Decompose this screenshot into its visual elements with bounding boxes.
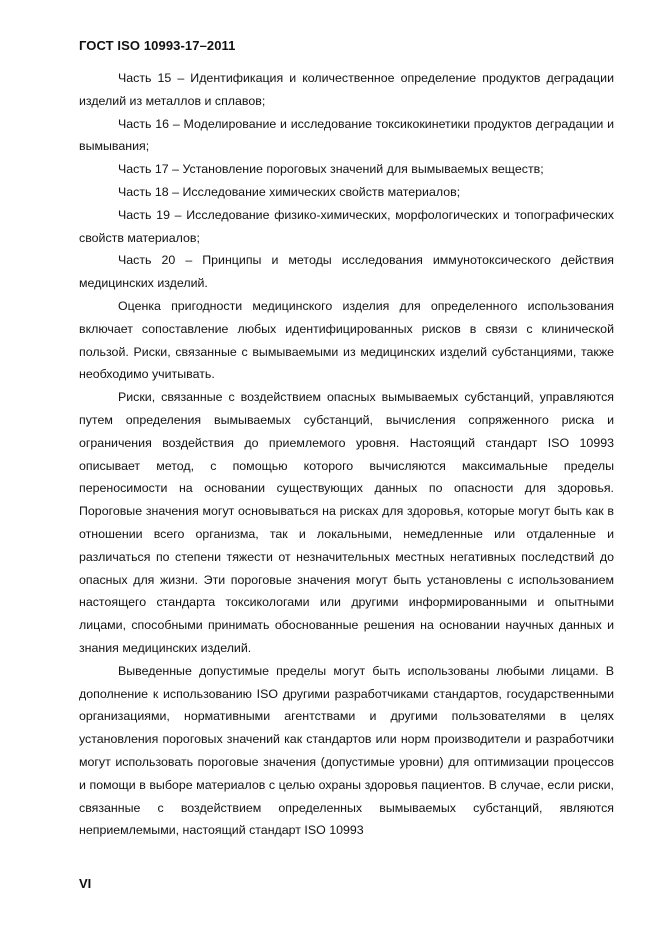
paragraph-limits: Выведенные допустимые пределы могут быть использованы любыми лицами. В дополнение к использованию ISO другими разработчиками стандартов, государственными организациями, нормативными агентствами и другими пользователями в целях установления пороговых значений как стандартов или норм производители и разработчики могут использовать пороговые значения (допустимые уровни) для оптимизации процессов и помощи в выборе материалов с целью охраны здоровья пациентов. В случае, если риски, связанные с воздействием определенных вымываемых субстанций, являются неприемлемыми, настоящий стандарт ISO 10993 [79, 663, 614, 838]
paragraph-suitability: Оценка пригодности медицинского изделия для определенного использования включает сопоставление любых идентифицированных рисков в связи с клинической пользой. Риски, связанные с вымываемыми из медицинских изделий субстанциями, также необходимо учитывать. [79, 298, 614, 382]
paragraph-part-19: Часть 19 – Исследование физико-химических, морфологических и топографических свойств материалов; [79, 207, 614, 245]
paragraph-part-18: Часть 18 – Исследование химических свойств материалов; [118, 184, 461, 199]
page-number: VI [79, 876, 92, 891]
paragraph-part-16: Часть 16 – Моделирование и исследование токсикокинетики продуктов деградации и вымывания; [79, 116, 614, 154]
paragraph-part-20: Часть 20 – Принципы и методы исследования иммунотоксического действия медицинских изделий. [79, 253, 614, 291]
document-header: ГОСТ ISO 10993-17–2011 [79, 38, 236, 53]
paragraph-risks: Риски, связанные с воздействием опасных вымываемых субстанций, управляются путем определения вымываемых субстанций, вычисления сопряженного риска и ограничения воздействия до приемлемого уровня. Настоящий стандарт ISO 10993 описывает метод, с помощью которого вычисляются максимальные пределы переносимости на основании существующих данных по опасности для здоровья. Пороговые значения могут основываться на рисках для здоровья, которые могут быть как в отношении всего организма, так и локальными, немедленные или отдаленные и различаться по степени тяжести от незначительных местных негативных последствий до опасных для жизни. Эти пороговые значения могут быть установлены с использованием настоящего стандарта токсикологами или другими информированными и опытными лицами, способными принимать обоснованные решения на основании научных данных и знания медицинских изделий. [79, 390, 614, 655]
document-body [79, 67, 614, 842]
paragraph-part-15: Часть 15 – Идентификация и количественное определение продуктов деградации изделий из металлов и сплавов; [79, 71, 614, 108]
paragraph-part-17: Часть 17 – Установление пороговых значений для вымываемых веществ; [118, 162, 544, 177]
